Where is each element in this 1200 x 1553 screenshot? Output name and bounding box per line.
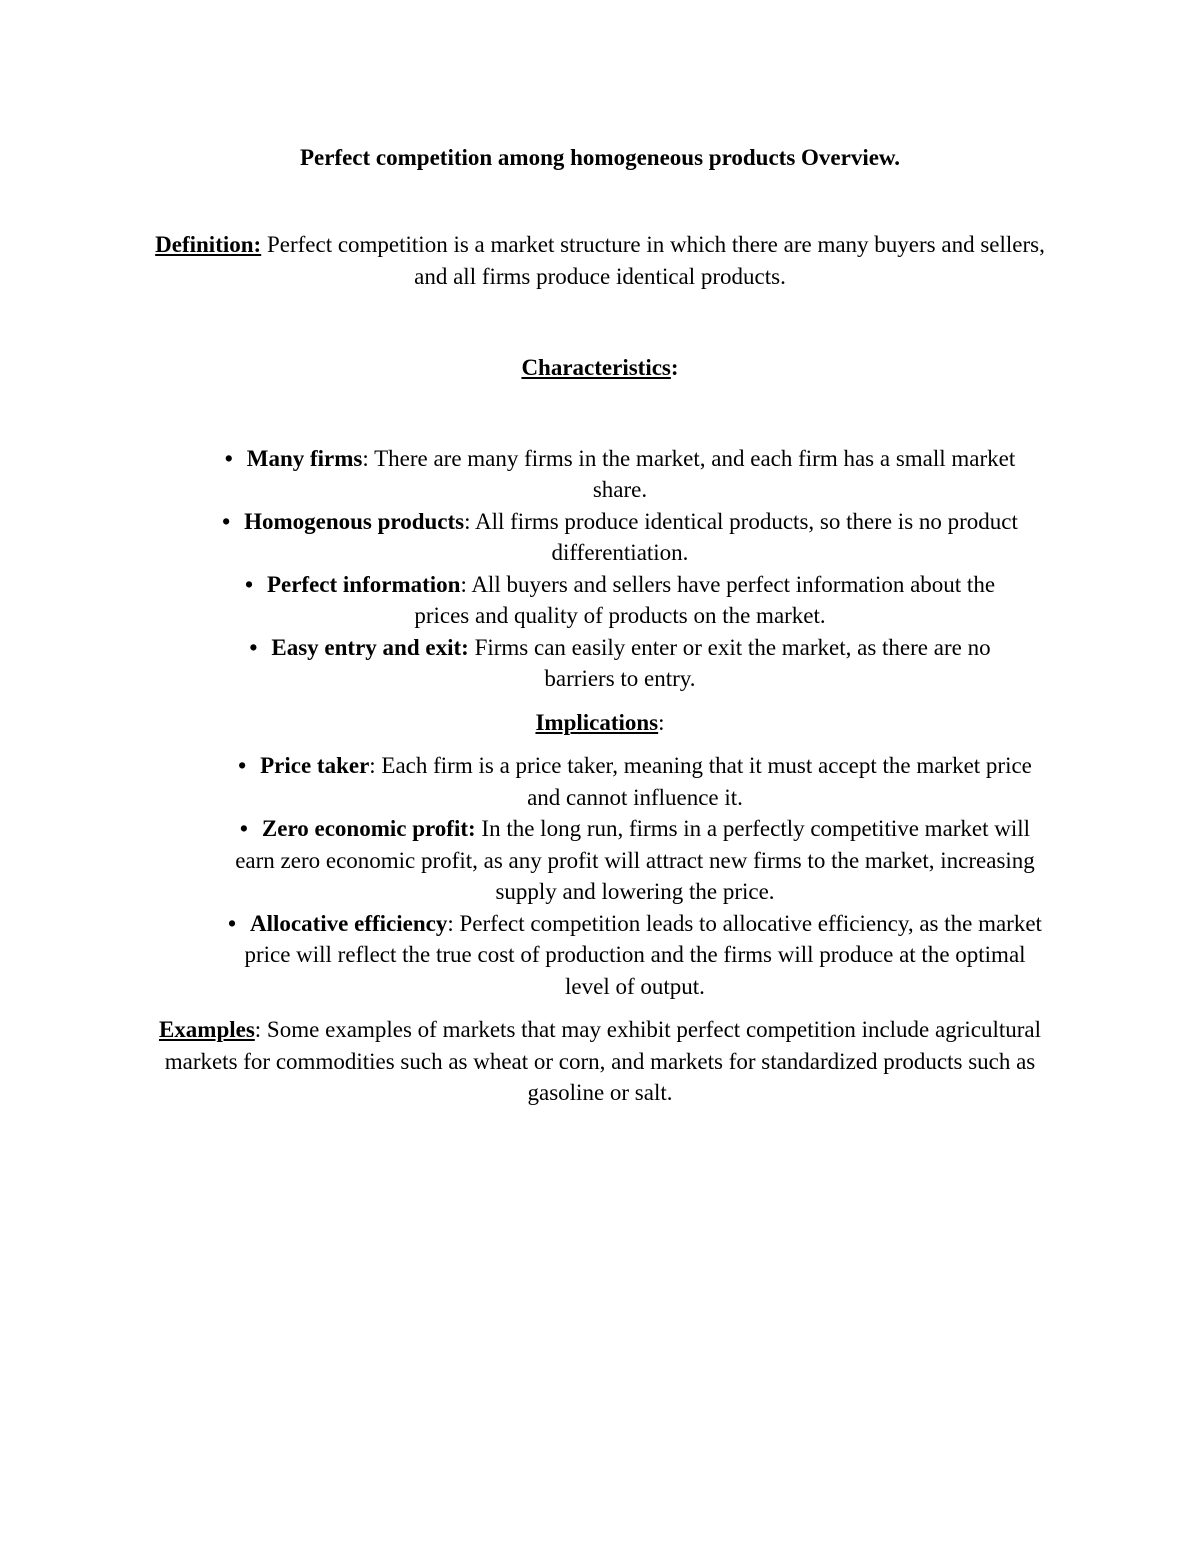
bullet-icon: • — [224, 445, 233, 471]
item-term: Many firms — [246, 445, 363, 471]
item-term: Zero economic profit: — [261, 816, 476, 841]
item-text: : All buyers and sellers have perfect information about the prices and quality of products on the market. — [414, 571, 996, 628]
bullet-icon: • — [228, 910, 237, 936]
document-title: Perfect competition among homogeneous products Overview. — [299, 145, 901, 170]
list-item — [220, 908, 1050, 1003]
implications-heading-colon: : — [658, 709, 665, 735]
list-item — [220, 750, 1050, 813]
characteristics-heading — [140, 352, 1060, 384]
bullet-icon: • — [239, 816, 248, 841]
examples-text: : Some examples of markets that may exhibit perfect competition include agricultural markets for commodities such as wheat or corn, and markets for standardized products such as gasoline or salt. — [164, 1017, 1042, 1105]
bullet-icon: • — [244, 571, 253, 597]
list-item — [220, 506, 1020, 569]
bullet-icon: • — [249, 634, 258, 660]
list-item — [220, 569, 1020, 632]
definition-paragraph — [140, 229, 1060, 292]
item-text: : Each firm is a price taker, meaning that it must accept the market price and cannot influence it. — [369, 753, 1032, 810]
item-text: : There are many firms in the market, and each firm has a small market share. — [362, 445, 1016, 502]
item-text: Firms can easily enter or exit the market, as there are no barriers to entry. — [468, 634, 991, 691]
bullet-icon: • — [222, 508, 231, 534]
item-text: : Perfect competition leads to allocative efficiency, as the market price will reflect the true cost of production and the firms will produce at the optimal level of output. — [244, 910, 1042, 999]
characteristics-heading-colon: : — [670, 355, 679, 380]
item-term: Allocative efficiency — [250, 910, 448, 936]
item-term: Easy entry and exit: — [271, 634, 469, 660]
list-item — [220, 443, 1020, 506]
item-term: Perfect information — [266, 571, 461, 597]
bullet-icon: • — [238, 753, 247, 778]
implications-heading — [140, 707, 1060, 739]
characteristics-list — [140, 443, 1060, 695]
examples-label: Examples — [158, 1017, 255, 1042]
document-body — [140, 140, 1060, 1109]
list-item — [220, 813, 1050, 908]
implications-list — [140, 750, 1060, 1002]
examples-paragraph — [140, 1014, 1060, 1109]
list-item — [220, 632, 1020, 695]
definition-text: Perfect competition is a market structure in which there are many buyers and sellers, and all firms produce identical products. — [261, 232, 1045, 289]
item-term: Price taker — [260, 753, 370, 778]
item-term: Homogenous products — [244, 508, 465, 534]
item-text: In the long run, firms in a perfectly competitive market will earn zero economic profit, as any profit will attract new firms to the market, increasing supply and lowering the price. — [235, 816, 1035, 904]
definition-label: Definition: — [155, 232, 262, 257]
characteristics-heading-label: Characteristics — [521, 355, 671, 380]
item-text: : All firms produce identical products, so there is no product differentiation. — [464, 508, 1018, 565]
implications-heading-label: Implications — [535, 709, 659, 735]
